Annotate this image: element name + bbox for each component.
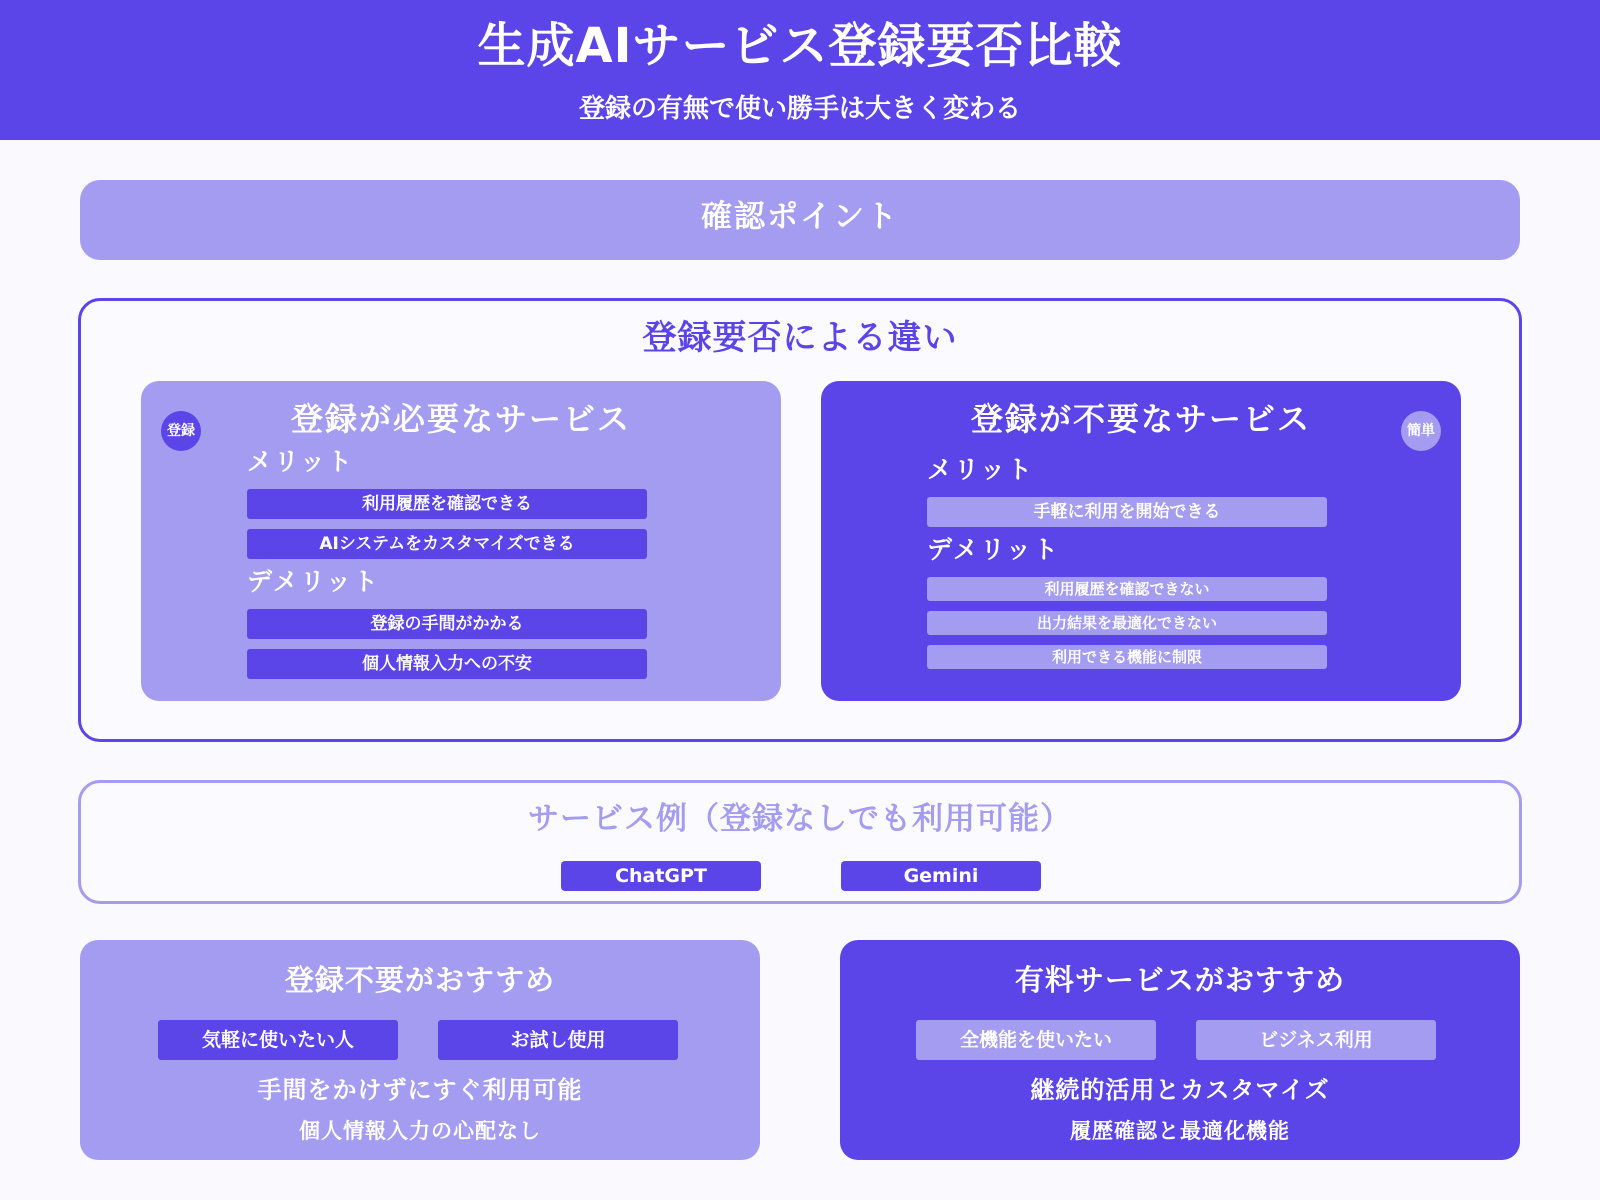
recommend-reason: 継続的活用とカスタマイズ <box>1030 1076 1330 1104</box>
difference-title: 登録要否による違い <box>642 318 958 358</box>
service-examples-panel <box>78 780 1522 904</box>
recommend-tag: 全機能を使いたい <box>916 1020 1156 1060</box>
registration-badge: 登録 <box>161 411 201 451</box>
required-merit-label: メリット <box>247 447 355 476</box>
recommend-reason-sub: 履歴確認と最適化機能 <box>1070 1119 1290 1143</box>
required-demerit-label: デメリット <box>247 567 381 596</box>
registration-required-card <box>141 381 781 701</box>
not-required-demerit-label: デメリット <box>927 535 1061 564</box>
recommend-tag: ビジネス利用 <box>1196 1020 1436 1060</box>
recommend-reason-sub: 個人情報入力の心配なし <box>299 1119 541 1143</box>
not-required-demerit-item: 利用できる機能に制限 <box>927 645 1327 669</box>
required-demerit-item: 登録の手間がかかる <box>247 609 647 639</box>
no-registration-recommend-card <box>80 940 760 1160</box>
not-required-demerit-item: 利用履歴を確認できない <box>927 577 1327 601</box>
check-point-bar: 確認ポイント <box>80 180 1520 260</box>
not-required-demerit-item: 出力結果を最適化できない <box>927 611 1327 635</box>
service-example-gemini: Gemini <box>841 861 1041 891</box>
required-merit-item: AIシステムをカスタマイズできる <box>247 529 647 559</box>
page-subtitle: 登録の有無で使い勝手は大きく変わる <box>578 94 1021 124</box>
paid-service-recommend-card <box>840 940 1520 1160</box>
recommend-reason: 手間をかけずにすぐ利用可能 <box>257 1076 583 1104</box>
recommend-tag: 気軽に使いたい人 <box>158 1020 398 1060</box>
service-examples-title: サービス例（登録なしでも利用可能） <box>528 801 1072 837</box>
registration-not-required-card <box>821 381 1461 701</box>
page-title: 生成AIサービス登録要否比較 <box>477 18 1123 74</box>
easy-badge: 簡単 <box>1401 411 1441 451</box>
difference-panel <box>78 298 1522 742</box>
header-banner <box>0 0 1600 140</box>
recommend-tag: お試し使用 <box>438 1020 678 1060</box>
service-example-chatgpt: ChatGPT <box>561 861 761 891</box>
registration-required-title: 登録が必要なサービス <box>290 400 631 438</box>
no-registration-recommend-title: 登録不要がおすすめ <box>284 963 556 997</box>
not-required-merit-label: メリット <box>927 455 1035 484</box>
required-merit-item: 利用履歴を確認できる <box>247 489 647 519</box>
paid-service-recommend-title: 有料サービスがおすすめ <box>1014 963 1346 997</box>
required-demerit-item: 個人情報入力への不安 <box>247 649 647 679</box>
not-required-merit-item: 手軽に利用を開始できる <box>927 497 1327 527</box>
registration-not-required-title: 登録が不要なサービス <box>970 400 1311 438</box>
